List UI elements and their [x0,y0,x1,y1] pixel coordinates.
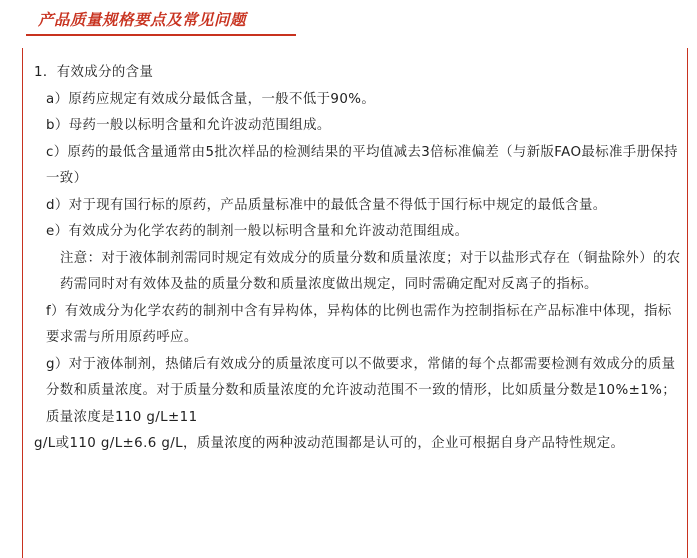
paragraph-c: c）原药的最低含量通常由5批次样品的检测结果的平均值减去3倍标准偏差（与新版FAO最标准手册保持一致） [46,144,678,186]
left-border-rule [22,48,23,558]
paragraph-e: e）有效成分为化学农药的制剂一般以标明含量和允许波动范围组成。 [46,224,469,239]
paragraph-d: d）对于现有国行标的原药，产品质量标准中的最低含量不得低于国行标中规定的最低含量。 [46,197,607,213]
paragraph-g: g）对于液体制剂，热储后有效成分的质量浓度可以不做要求，常储的每个点都需要检测有效成分的质量分数和质量浓度。对于质量分数和质量浓度的允许波动范围不一致的情形，比如质量分数是10%±1%；质量浓度是110 g/L±11 [46,356,677,425]
section-title: 产品质量规格要点及常见问题 [38,11,247,29]
paragraph-a: a）原药应规定有效成分最低含量，一般不低于90%。 [46,91,376,107]
paragraph-note: 注意：对于液体制剂需同时规定有效成分的质量分数和质量浓度；对于以盐形式存在（铜盐除外）的农药需同时对有效体及盐的质量分数和质量浓度做出规定，同时需确定配对反离子的指标。 [60,250,681,292]
paragraph-heading: 1．有效成分的含量 [34,65,154,80]
paragraph-b: b）母药一般以标明含量和允许波动范围组成。 [46,118,331,133]
title-underline [26,34,296,36]
section-title-block [26,8,296,38]
paragraph-f: f）有效成分为化学农药的制剂中含有异构体，异构体的比例也需作为控制指标在产品标准中体现，指标要求需与所用原药呼应。 [46,303,672,345]
right-border-rule [687,48,688,558]
paragraph-g-continued: g/L或110 g/L±6.6 g/L，质量浓度的两种波动范围都是认可的，企业可根据自身产品特性规定。 [34,436,625,451]
content-body [34,60,682,458]
